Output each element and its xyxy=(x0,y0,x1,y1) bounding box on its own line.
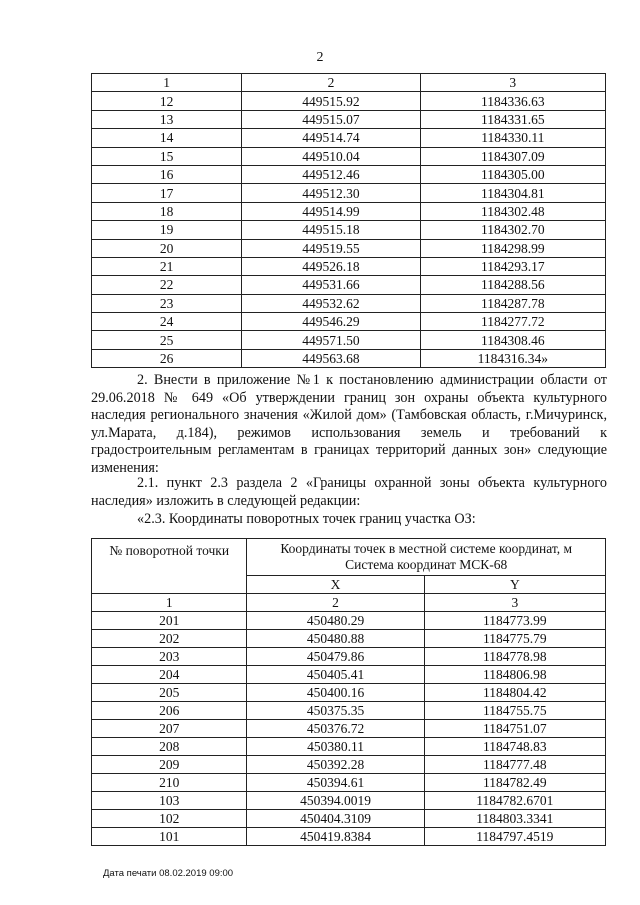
table-cell: 13 xyxy=(92,110,242,128)
coordinates-header xyxy=(247,539,606,576)
table-row xyxy=(92,294,606,312)
table-cell: 450480.29 xyxy=(247,612,424,630)
table-row xyxy=(92,92,606,110)
table-cell: 205 xyxy=(92,684,247,702)
table-row xyxy=(92,792,606,810)
table-row xyxy=(92,331,606,349)
table-cell: 449515.18 xyxy=(242,221,420,239)
table-cell: 450405.41 xyxy=(247,666,424,684)
table-header-row xyxy=(92,539,606,576)
coordinates-header-line1: Координаты точек в местной системе координат, м xyxy=(280,541,573,556)
table-cell: 1184748.83 xyxy=(424,738,605,756)
table-cell: 1184293.17 xyxy=(420,257,605,275)
table-cell: 449546.29 xyxy=(242,313,420,331)
amendment-paragraph: 2. Внести в приложение №1 к постановлению администрации области от 29.06.2018 № 649 «Об утверждении границ зон охраны объекта культурного наследия регионального значения «Жилой дом» (Тамбовская область, г.Мичуринск, ул.Марата, д.184), режимов использования земель и требований к градостроительным регламентам в границах территорий данных зон» следующие изменения: xyxy=(91,372,607,476)
table-cell: 210 xyxy=(92,774,247,792)
table-cell: 1184304.81 xyxy=(420,184,605,202)
table-row xyxy=(92,147,606,165)
table-cell: 207 xyxy=(92,720,247,738)
table-cell: 14 xyxy=(92,129,242,147)
table-cell: 1184316.34» xyxy=(420,349,605,367)
x-header: X xyxy=(247,576,424,594)
table-cell: 1184287.78 xyxy=(420,294,605,312)
table-cell: 1184782.49 xyxy=(424,774,605,792)
table-cell: 1184804.42 xyxy=(424,684,605,702)
table-row xyxy=(92,810,606,828)
table-cell: 202 xyxy=(92,630,247,648)
numbering-cell: 2 xyxy=(247,594,424,612)
table-cell: 1184782.6701 xyxy=(424,792,605,810)
table-cell: 1184288.56 xyxy=(420,276,605,294)
numbering-row xyxy=(92,594,606,612)
table-cell: 449571.50 xyxy=(242,331,420,349)
table-row xyxy=(92,774,606,792)
table-row xyxy=(92,239,606,257)
table-cell: 450479.86 xyxy=(247,648,424,666)
table-cell: 24 xyxy=(92,313,242,331)
table-cell: 450404.3109 xyxy=(247,810,424,828)
table-cell: 1 xyxy=(92,74,242,92)
table-cell: 16 xyxy=(92,165,242,183)
table-row xyxy=(92,257,606,275)
table-cell: 449515.07 xyxy=(242,110,420,128)
table-cell: 449515.92 xyxy=(242,92,420,110)
y-header: Y xyxy=(424,576,605,594)
table-cell: 19 xyxy=(92,221,242,239)
table-cell: 25 xyxy=(92,331,242,349)
table-cell: 204 xyxy=(92,666,247,684)
table-cell: 1184330.11 xyxy=(420,129,605,147)
table-cell: 449526.18 xyxy=(242,257,420,275)
table-cell: 1184336.63 xyxy=(420,92,605,110)
table-row xyxy=(92,276,606,294)
table-row xyxy=(92,648,606,666)
coordinates-header-line2: Система координат МСК-68 xyxy=(345,557,508,572)
table-cell: 26 xyxy=(92,349,242,367)
table-cell: 449532.62 xyxy=(242,294,420,312)
numbering-cell: 1 xyxy=(92,594,247,612)
section-heading-paragraph: «2.3. Координаты поворотных точек границ участка ОЗ: xyxy=(137,511,476,527)
table-cell: 1184751.07 xyxy=(424,720,605,738)
table-row xyxy=(92,202,606,220)
table-cell: 102 xyxy=(92,810,247,828)
table-cell: 1184302.70 xyxy=(420,221,605,239)
table-cell: 206 xyxy=(92,702,247,720)
table-cell: 1184775.79 xyxy=(424,630,605,648)
table-cell: 1184806.98 xyxy=(424,666,605,684)
table-cell: 1184308.46 xyxy=(420,331,605,349)
table-cell: 1184302.48 xyxy=(420,202,605,220)
table-row xyxy=(92,738,606,756)
table-row xyxy=(92,666,606,684)
table-row xyxy=(92,313,606,331)
table-cell: 201 xyxy=(92,612,247,630)
table-cell: 1184773.99 xyxy=(424,612,605,630)
table-row xyxy=(92,110,606,128)
table-cell: 1184331.65 xyxy=(420,110,605,128)
table-cell: 17 xyxy=(92,184,242,202)
table-cell: 450394.61 xyxy=(247,774,424,792)
table-cell: 449519.55 xyxy=(242,239,420,257)
table-cell: 22 xyxy=(92,276,242,294)
table-cell: 449514.99 xyxy=(242,202,420,220)
table-cell: 101 xyxy=(92,828,247,846)
table-cell: 1184277.72 xyxy=(420,313,605,331)
table-cell: 450392.28 xyxy=(247,756,424,774)
table-cell: 209 xyxy=(92,756,247,774)
table-row xyxy=(92,129,606,147)
print-date-footer: Дата печати 08.02.2019 09:00 xyxy=(103,868,234,879)
table-cell: 208 xyxy=(92,738,247,756)
table-cell: 1184803.3341 xyxy=(424,810,605,828)
coordinates-table-continued xyxy=(91,73,606,368)
table-row xyxy=(92,702,606,720)
table-cell: 1184298.99 xyxy=(420,239,605,257)
table-row xyxy=(92,612,606,630)
table-cell: 15 xyxy=(92,147,242,165)
table-cell: 21 xyxy=(92,257,242,275)
numbering-cell: 3 xyxy=(424,594,605,612)
table-row xyxy=(92,828,606,846)
table-cell: 449512.30 xyxy=(242,184,420,202)
point-number-header: № поворотной точки xyxy=(92,539,247,594)
table-cell: 2 xyxy=(242,74,420,92)
table-cell: 18 xyxy=(92,202,242,220)
table-cell: 449563.68 xyxy=(242,349,420,367)
table-cell: 3 xyxy=(420,74,605,92)
table-cell: 1184778.98 xyxy=(424,648,605,666)
table-cell: 23 xyxy=(92,294,242,312)
table-row xyxy=(92,184,606,202)
table-cell: 449531.66 xyxy=(242,276,420,294)
turning-points-table xyxy=(91,538,606,846)
table-cell: 449510.04 xyxy=(242,147,420,165)
table-cell: 450400.16 xyxy=(247,684,424,702)
table-cell: 203 xyxy=(92,648,247,666)
numbering-row xyxy=(92,74,606,92)
table-cell: 20 xyxy=(92,239,242,257)
table-cell: 1184305.00 xyxy=(420,165,605,183)
table-row xyxy=(92,684,606,702)
table-cell: 449512.46 xyxy=(242,165,420,183)
table-cell: 450375.35 xyxy=(247,702,424,720)
page-number: 2 xyxy=(316,50,324,65)
table-cell: 103 xyxy=(92,792,247,810)
table-cell: 12 xyxy=(92,92,242,110)
table-cell: 450419.8384 xyxy=(247,828,424,846)
table-row xyxy=(92,630,606,648)
table-row xyxy=(92,720,606,738)
table-cell: 1184777.48 xyxy=(424,756,605,774)
table-row xyxy=(92,221,606,239)
table-cell: 1184797.4519 xyxy=(424,828,605,846)
subclause-paragraph: 2.1. пункт 2.3 раздела 2 «Границы охранной зоны объекта культурного наследия» изложить в следующей редакции: xyxy=(91,475,607,509)
table-cell: 450480.88 xyxy=(247,630,424,648)
table-cell: 449514.74 xyxy=(242,129,420,147)
table-row xyxy=(92,756,606,774)
table-row xyxy=(92,349,606,367)
table-cell: 1184755.75 xyxy=(424,702,605,720)
table-cell: 1184307.09 xyxy=(420,147,605,165)
table-cell: 450376.72 xyxy=(247,720,424,738)
table-cell: 450394.0019 xyxy=(247,792,424,810)
table-cell: 450380.11 xyxy=(247,738,424,756)
table-row xyxy=(92,165,606,183)
